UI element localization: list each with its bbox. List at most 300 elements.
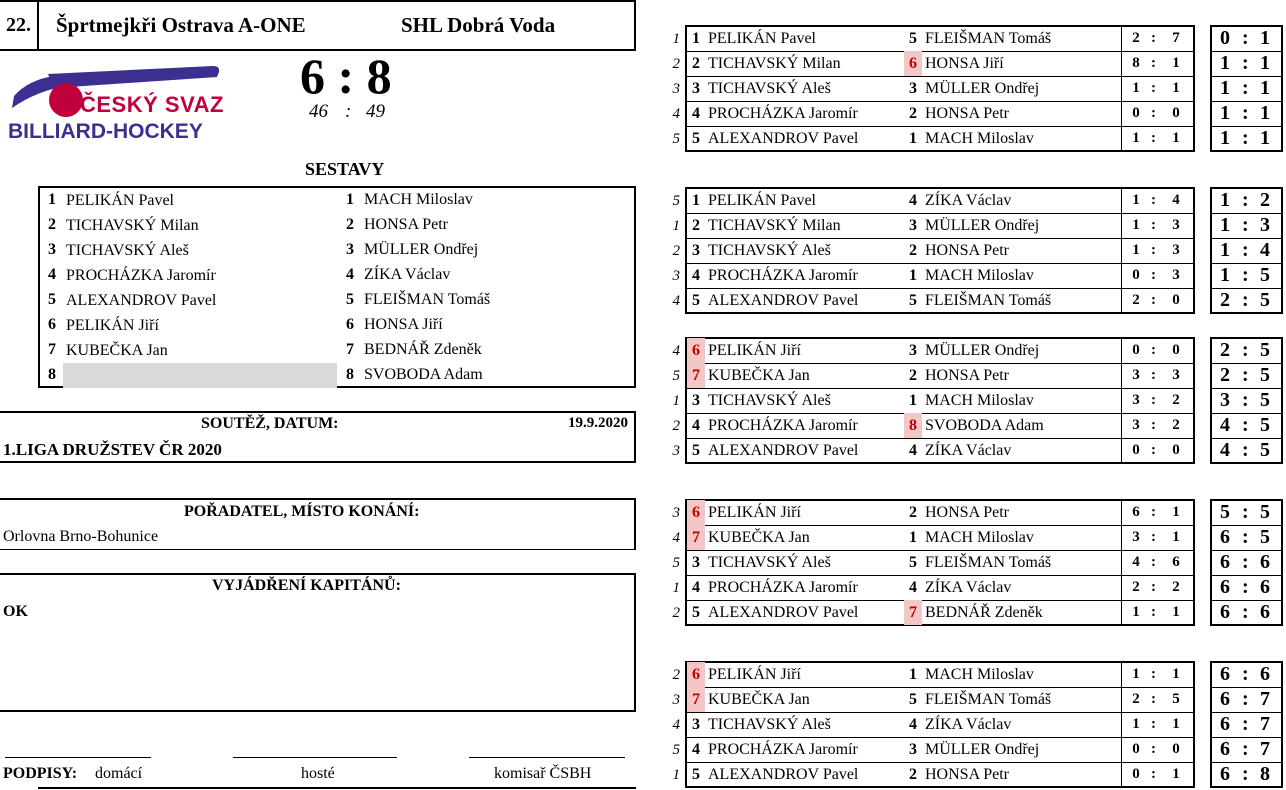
game-score-home: 3 [1132, 367, 1140, 383]
running-total-away: 7 [1260, 713, 1270, 735]
away-player-number: 6 [904, 51, 922, 76]
away-player-number: 5 [909, 292, 917, 309]
running-total-away: 5 [1260, 414, 1270, 436]
game-score-away: 1 [1172, 604, 1180, 620]
game-score-away: 1 [1172, 80, 1180, 96]
home-player-name: TICHAVSKÝ Aleš [708, 554, 831, 571]
score-column-divider [1121, 499, 1122, 626]
game-score-sep: : [1151, 529, 1156, 545]
federation-logo [8, 58, 228, 148]
score-column-divider [1121, 187, 1122, 314]
game-score-sep: : [1151, 579, 1156, 595]
lineup-away-name: FLEIŠMAN Tomáš [364, 291, 491, 308]
home-player-name: TICHAVSKÝ Aleš [708, 242, 831, 259]
lineup-home-name: PROCHÁZKA Jaromír [66, 267, 216, 284]
game-score-home: 1 [1132, 192, 1140, 208]
table-number: 5 [672, 555, 680, 571]
away-player-number: 5 [909, 691, 917, 708]
competition-date: 19.9.2020 [568, 415, 628, 431]
away-player-number: 4 [909, 442, 917, 459]
game-score-sep: : [1151, 130, 1156, 146]
away-player-name: HONSA Jiří [925, 55, 1004, 72]
game-score-sep: : [1151, 604, 1156, 620]
logo-line-1: ČESKÝ SVAZ [80, 92, 224, 117]
home-player-number: 4 [692, 579, 700, 596]
away-player-number: 4 [909, 192, 917, 209]
lineup-away-number: 6 [346, 316, 354, 333]
running-total-home: 4 [1220, 439, 1230, 461]
running-total-sep: : [1242, 713, 1249, 735]
home-player-name: TICHAVSKÝ Milan [708, 55, 841, 72]
competition-name: 1.LIGA DRUŽSTEV ČR 2020 [3, 440, 222, 459]
game-score-away: 2 [1172, 392, 1180, 408]
signature-line-guests [233, 757, 397, 758]
game-score-away: 1 [1172, 55, 1180, 71]
home-player-number: 3 [692, 80, 700, 97]
game-score-home: 1 [1132, 604, 1140, 620]
running-total-away: 6 [1260, 601, 1270, 623]
lineup-home-number: 7 [48, 341, 56, 358]
away-player-name: ZÍKA Václav [925, 442, 1012, 459]
game-score-sep: : [1151, 766, 1156, 782]
away-player-name: MÜLLER Ondřej [925, 741, 1040, 758]
running-total-away: 1 [1260, 52, 1270, 74]
game-score-home: 1 [1132, 242, 1140, 258]
signatures-label: PODPISY: [3, 765, 78, 782]
game-score-away: 6 [1172, 554, 1180, 570]
running-total-sep: : [1242, 364, 1249, 386]
game-score-home: 1 [1132, 716, 1140, 732]
table-number: 3 [672, 505, 680, 521]
lineup-home-number: 3 [48, 241, 56, 258]
away-player-number: 2 [909, 105, 917, 122]
logo-line-2: BILLIARD-HOCKEY [8, 120, 203, 143]
away-player-name: ZÍKA Václav [925, 192, 1012, 209]
running-total-away: 5 [1260, 339, 1270, 361]
running-total-home: 5 [1220, 501, 1230, 523]
table-number: 2 [672, 605, 680, 621]
away-player-number: 3 [909, 342, 917, 359]
away-player-name: FLEIŠMAN Tomáš [925, 554, 1052, 571]
running-total-away: 6 [1260, 576, 1270, 598]
game-score-home: 4 [1132, 554, 1140, 570]
game-score-sep: : [1151, 292, 1156, 308]
table-number: 2 [672, 667, 680, 683]
running-total-home: 3 [1220, 389, 1230, 411]
game-score-sep: : [1151, 217, 1156, 233]
game-score-away: 1 [1172, 666, 1180, 682]
lineup-away-number: 1 [346, 191, 354, 208]
game-score-away: 3 [1172, 367, 1180, 383]
lineup-home-number: 6 [48, 316, 56, 333]
captains-value: OK [3, 603, 28, 620]
lineup-away-name: ZÍKA Václav [364, 266, 451, 283]
game-score-away: 7 [1172, 30, 1180, 46]
game-score-away: 1 [1172, 766, 1180, 782]
organizer-value: Orlovna Brno-Bohunice [3, 528, 159, 545]
running-total-sep: : [1242, 501, 1249, 523]
running-total-home: 4 [1220, 414, 1230, 436]
game-score-home: 0 [1132, 741, 1140, 757]
table-number: 2 [672, 56, 680, 72]
table-number: 3 [672, 81, 680, 97]
lineup-away-name: HONSA Petr [364, 216, 449, 233]
home-player-number: 4 [692, 105, 700, 122]
game-score-home: 0 [1132, 442, 1140, 458]
home-player-number: 2 [692, 217, 700, 234]
table-number: 2 [672, 418, 680, 434]
running-total-home: 2 [1220, 289, 1230, 311]
home-player-number: 6 [687, 500, 705, 525]
goals-home: 46 [309, 101, 328, 122]
running-total-home: 6 [1220, 763, 1230, 785]
table-number: 5 [672, 193, 680, 209]
game-score-sep: : [1151, 267, 1156, 283]
home-player-number: 4 [692, 741, 700, 758]
running-total-away: 1 [1260, 127, 1270, 149]
home-player-number: 3 [692, 392, 700, 409]
competition-label: SOUTĚŽ, DATUM: [201, 415, 339, 432]
home-player-name: PELIKÁN Pavel [708, 30, 816, 47]
running-total-away: 5 [1260, 501, 1270, 523]
home-player-name: PROCHÁZKA Jaromír [708, 741, 858, 758]
running-total-sep: : [1242, 52, 1249, 74]
home-player-name: ALEXANDROV Pavel [708, 766, 859, 783]
away-player-name: MACH Miloslav [925, 666, 1034, 683]
home-player-name: ALEXANDROV Pavel [708, 604, 859, 621]
signature-guests-label: hosté [301, 765, 335, 782]
home-player-name: PROCHÁZKA Jaromír [708, 417, 858, 434]
signature-commissioner-label: komisař ČSBH [494, 765, 592, 782]
game-score-sep: : [1151, 192, 1156, 208]
signature-line-commissioner [469, 757, 625, 758]
running-total-sep: : [1242, 526, 1249, 548]
away-player-name: HONSA Petr [925, 367, 1010, 384]
table-number: 5 [672, 742, 680, 758]
lineup-away-name: HONSA Jiří [364, 316, 443, 333]
running-total-home: 6 [1220, 551, 1230, 573]
table-number: 4 [672, 343, 680, 359]
running-total-home: 6 [1220, 601, 1230, 623]
running-total-home: 1 [1220, 214, 1230, 236]
away-player-name: SVOBODA Adam [925, 417, 1044, 434]
home-player-name: PROCHÁZKA Jaromír [708, 105, 858, 122]
home-player-name: TICHAVSKÝ Aleš [708, 80, 831, 97]
away-player-number: 2 [909, 242, 917, 259]
lineup-away-name: BEDNÁŘ Zdeněk [364, 341, 482, 358]
game-score-away: 2 [1172, 417, 1180, 433]
home-player-number: 6 [687, 662, 705, 687]
running-total-home: 6 [1220, 738, 1230, 760]
away-player-name: HONSA Petr [925, 504, 1010, 521]
home-player-number: 5 [692, 442, 700, 459]
away-player-name: MACH Miloslav [925, 130, 1034, 147]
running-total-sep: : [1242, 289, 1249, 311]
home-player-name: ALEXANDROV Pavel [708, 130, 859, 147]
away-player-name: HONSA Petr [925, 766, 1010, 783]
goals-separator: : [345, 101, 352, 122]
home-player-number: 5 [692, 604, 700, 621]
away-player-name: ZÍKA Václav [925, 579, 1012, 596]
running-total-sep: : [1242, 189, 1249, 211]
game-score-home: 3 [1132, 392, 1140, 408]
away-player-number: 7 [904, 600, 922, 625]
home-player-number: 3 [692, 242, 700, 259]
running-total-sep: : [1242, 239, 1249, 261]
away-player-name: MÜLLER Ondřej [925, 217, 1040, 234]
lineup-home-name: PELIKÁN Jiří [66, 317, 159, 334]
game-score-sep: : [1151, 554, 1156, 570]
running-total-home: 1 [1220, 264, 1230, 286]
table-number: 4 [672, 106, 680, 122]
signature-line-home [5, 757, 151, 758]
game-score-home: 2 [1132, 579, 1140, 595]
away-player-number: 1 [909, 666, 917, 683]
table-number: 3 [672, 443, 680, 459]
running-total-home: 1 [1220, 77, 1230, 99]
game-score-sep: : [1151, 666, 1156, 682]
captains-label: VYJÁDŘENÍ KAPITÁNŮ: [212, 577, 401, 594]
game-score-away: 0 [1172, 741, 1180, 757]
table-number: 5 [672, 368, 680, 384]
running-total-sep: : [1242, 27, 1249, 49]
running-total-away: 1 [1260, 27, 1270, 49]
game-score-away: 1 [1172, 529, 1180, 545]
home-player-name: ALEXANDROV Pavel [708, 292, 859, 309]
running-total-away: 2 [1260, 189, 1270, 211]
running-total-sep: : [1242, 102, 1249, 124]
running-total-home: 1 [1220, 102, 1230, 124]
game-score-home: 2 [1132, 30, 1140, 46]
running-total-away: 5 [1260, 389, 1270, 411]
running-total-sep: : [1242, 688, 1249, 710]
table-number: 4 [672, 293, 680, 309]
running-total-home: 0 [1220, 27, 1230, 49]
home-player-name: PROCHÁZKA Jaromír [708, 579, 858, 596]
away-player-number: 1 [909, 267, 917, 284]
lineup-home-number: 2 [48, 216, 56, 233]
running-total-sep: : [1242, 339, 1249, 361]
home-player-name: PELIKÁN Jiří [708, 342, 801, 359]
table-number: 1 [672, 580, 680, 596]
running-total-sep: : [1242, 663, 1249, 685]
running-total-sep: : [1242, 763, 1249, 785]
running-total-sep: : [1242, 127, 1249, 149]
running-total-home: 1 [1220, 189, 1230, 211]
home-player-number: 7 [687, 363, 705, 388]
game-score-home: 0 [1132, 342, 1140, 358]
game-score-home: 0 [1132, 766, 1140, 782]
running-total-sep: : [1242, 414, 1249, 436]
game-score-sep: : [1151, 30, 1156, 46]
table-number: 3 [672, 268, 680, 284]
away-player-name: FLEIŠMAN Tomáš [925, 30, 1052, 47]
game-score-sep: : [1151, 716, 1156, 732]
home-player-number: 3 [692, 554, 700, 571]
lineup-home-number: 1 [48, 191, 56, 208]
home-player-name: ALEXANDROV Pavel [708, 442, 859, 459]
game-score-away: 2 [1172, 579, 1180, 595]
game-score-sep: : [1151, 342, 1156, 358]
running-total-home: 1 [1220, 239, 1230, 261]
home-player-number: 5 [692, 130, 700, 147]
away-player-name: FLEIŠMAN Tomáš [925, 292, 1052, 309]
home-player-number: 3 [692, 716, 700, 733]
final-score: 6 : 8 [300, 48, 392, 104]
home-player-number: 5 [692, 292, 700, 309]
home-team-name: Šprtmejkři Ostrava A-ONE [56, 13, 306, 37]
running-total-home: 1 [1220, 127, 1230, 149]
game-score-away: 5 [1172, 691, 1180, 707]
game-score-sep: : [1151, 105, 1156, 121]
running-total-away: 5 [1260, 289, 1270, 311]
home-player-number: 1 [692, 192, 700, 209]
game-score-away: 0 [1172, 442, 1180, 458]
away-player-number: 1 [909, 529, 917, 546]
game-score-home: 1 [1132, 80, 1140, 96]
home-player-number: 5 [692, 766, 700, 783]
running-total-away: 8 [1260, 763, 1270, 785]
lineup-away-name: SVOBODA Adam [364, 366, 483, 383]
running-total-sep: : [1242, 389, 1249, 411]
lineup-away-number: 5 [346, 291, 354, 308]
table-number: 4 [672, 530, 680, 546]
away-player-number: 5 [909, 30, 917, 47]
lineup-home-name: TICHAVSKÝ Milan [66, 217, 199, 234]
home-player-name: PROCHÁZKA Jaromír [708, 267, 858, 284]
lineup-away-number: 3 [346, 241, 354, 258]
away-player-name: MÜLLER Ondřej [925, 342, 1040, 359]
running-total-home: 6 [1220, 688, 1230, 710]
lineup-home-name [63, 363, 337, 388]
score-column-divider [1121, 337, 1122, 464]
game-score-home: 1 [1132, 666, 1140, 682]
away-player-number: 2 [909, 504, 917, 521]
game-score-away: 0 [1172, 292, 1180, 308]
away-player-number: 3 [909, 741, 917, 758]
running-total-away: 7 [1260, 738, 1270, 760]
game-score-sep: : [1151, 55, 1156, 71]
lineups-title: SESTAVY [305, 159, 385, 179]
home-player-name: KUBEČKA Jan [708, 367, 810, 384]
game-score-home: 2 [1132, 691, 1140, 707]
running-total-away: 5 [1260, 364, 1270, 386]
home-player-name: KUBEČKA Jan [708, 691, 810, 708]
running-total-sep: : [1242, 77, 1249, 99]
away-player-number: 1 [909, 130, 917, 147]
game-score-home: 0 [1132, 267, 1140, 283]
lineup-home-number: 4 [48, 266, 56, 283]
home-player-number: 2 [692, 55, 700, 72]
game-score-sep: : [1151, 367, 1156, 383]
lineup-away-name: MÜLLER Ondřej [364, 241, 479, 258]
game-score-sep: : [1151, 504, 1156, 520]
running-total-home: 6 [1220, 713, 1230, 735]
away-player-name: MÜLLER Ondřej [925, 80, 1040, 97]
running-total-away: 1 [1260, 102, 1270, 124]
table-number: 2 [672, 243, 680, 259]
away-player-number: 3 [909, 80, 917, 97]
running-total-home: 6 [1220, 663, 1230, 685]
running-total-sep: : [1242, 551, 1249, 573]
home-player-name: TICHAVSKÝ Aleš [708, 392, 831, 409]
table-number: 5 [672, 131, 680, 147]
running-total-sep: : [1242, 214, 1249, 236]
game-score-sep: : [1151, 80, 1156, 96]
running-total-away: 5 [1260, 264, 1270, 286]
table-number: 1 [672, 767, 680, 783]
lineup-away-number: 2 [346, 216, 354, 233]
game-score-away: 1 [1172, 716, 1180, 732]
home-player-name: PELIKÁN Pavel [708, 192, 816, 209]
away-player-name: MACH Miloslav [925, 529, 1034, 546]
table-number: 4 [672, 717, 680, 733]
lineup-home-name: ALEXANDROV Pavel [66, 292, 217, 309]
game-score-home: 3 [1132, 529, 1140, 545]
home-player-name: TICHAVSKÝ Milan [708, 217, 841, 234]
home-player-number: 7 [687, 687, 705, 712]
lineup-home-number: 5 [48, 291, 56, 308]
game-score-sep: : [1151, 242, 1156, 258]
table-number: 1 [672, 218, 680, 234]
away-player-name: ZÍKA Václav [925, 716, 1012, 733]
lineup-away-number: 7 [346, 341, 354, 358]
game-score-home: 1 [1132, 130, 1140, 146]
table-number: 3 [672, 692, 680, 708]
round-number: 22. [6, 14, 31, 36]
goals-away: 49 [366, 101, 385, 122]
running-total-home: 6 [1220, 576, 1230, 598]
running-total-away: 6 [1260, 551, 1270, 573]
home-player-number: 1 [692, 30, 700, 47]
game-score-away: 3 [1172, 217, 1180, 233]
away-player-name: HONSA Petr [925, 242, 1010, 259]
away-player-number: 1 [909, 392, 917, 409]
home-player-number: 7 [687, 525, 705, 550]
running-total-away: 5 [1260, 439, 1270, 461]
running-total-sep: : [1242, 601, 1249, 623]
lineup-home-name: TICHAVSKÝ Aleš [66, 242, 189, 259]
away-player-number: 2 [909, 766, 917, 783]
home-player-name: KUBEČKA Jan [708, 529, 810, 546]
running-total-home: 2 [1220, 339, 1230, 361]
running-total-away: 4 [1260, 239, 1270, 261]
away-player-number: 5 [909, 554, 917, 571]
running-total-away: 6 [1260, 663, 1270, 685]
away-player-number: 8 [904, 413, 922, 438]
game-score-sep: : [1151, 741, 1156, 757]
game-score-home: 0 [1132, 105, 1140, 121]
game-score-away: 1 [1172, 130, 1180, 146]
score-column-divider [1121, 661, 1122, 788]
running-total-away: 5 [1260, 526, 1270, 548]
home-player-number: 4 [692, 417, 700, 434]
home-player-name: PELIKÁN Jiří [708, 504, 801, 521]
lineup-home-name: KUBEČKA Jan [66, 342, 168, 359]
game-score-away: 1 [1172, 504, 1180, 520]
running-total-sep: : [1242, 738, 1249, 760]
home-player-number: 6 [687, 338, 705, 363]
running-total-away: 3 [1260, 214, 1270, 236]
lineup-home-name: PELIKÁN Pavel [66, 192, 174, 209]
game-score-sep: : [1151, 442, 1156, 458]
away-player-name: HONSA Petr [925, 105, 1010, 122]
away-player-number: 4 [909, 579, 917, 596]
away-player-name: FLEIŠMAN Tomáš [925, 691, 1052, 708]
home-player-name: TICHAVSKÝ Aleš [708, 716, 831, 733]
home-player-number: 4 [692, 267, 700, 284]
game-score-away: 0 [1172, 342, 1180, 358]
